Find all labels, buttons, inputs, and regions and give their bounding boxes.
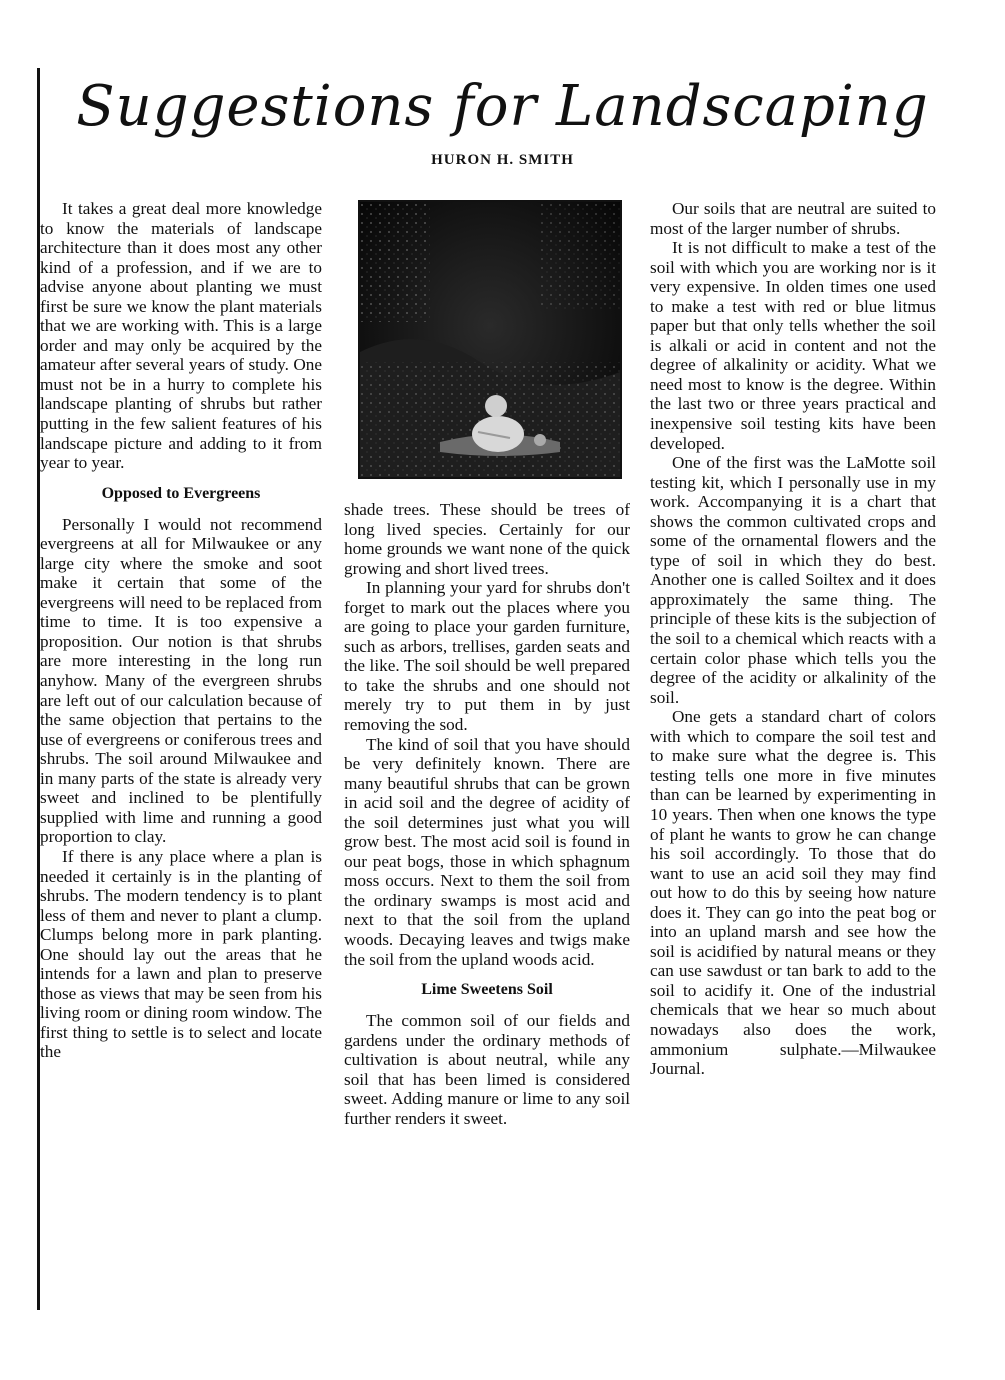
- paragraph: One of the first was the LaMotte soil testing kit, which I personally use in my work. Accompanying it is a chart that shows the common cultivated crops and some of the ornamental flowers and the type of soil in which they do best. Another one is called Soiltex and it does approximately the same thing. The principle of these kits is the subjection of the soil to a chemical which reacts with a certain color phase which tells you the degree of the acidity or alkalinity of the soil.: [650, 453, 936, 707]
- paragraph: Personally I would not recommend evergreens at all for Milwaukee or any large city where the smoke and soot make it certain that some of the evergreens will need to be replaced from time to time. It is too expensive a proposition. Our notion is that shrubs are more interesting in the long run anyhow. Many of the evergreen shrubs are left out of our calculation because of the same objection that pertains to the use of evergreens or coniferous trees and shrubs. The soil around Milwaukee and in many parts of the state is already very sweet and inclined to be plentifully supplied with lime and running a good proportion to clay.: [40, 514, 322, 847]
- column-left: [40, 199, 322, 1062]
- section-heading: Lime Sweetens Soil: [421, 981, 553, 999]
- column-middle: [344, 500, 630, 1128]
- article-title: Suggestions for Landscaping: [76, 74, 929, 139]
- garden-photo: [358, 200, 622, 479]
- paragraph: The kind of soil that you have should be very definitely known. There are many beautiful shrubs that can be grown in acid soil and the degree of acidity of the soil determines just what you will grow best. The most acid soil is found in our peat bogs, those in which sphagnum moss occurs. Next to them the soil from the ordinary swamps is most acid and next to that the soil from the upland woods. Decaying leaves and twigs make the soil from the upland woods acid.: [344, 734, 630, 969]
- paragraph: Our soils that are neutral are suited to most of the larger number of shrubs.: [650, 199, 936, 238]
- author-byline: HURON H. SMITH: [431, 152, 574, 168]
- paragraph: shade trees. These should be trees of long lived species. Certainly for our home grounds we want none of the quick growing and short lived trees.: [344, 500, 630, 578]
- paragraph: One gets a standard chart of colors with which to compare the soil test and to make sure what the degree is. This testing tells one more in five minutes than can be learned by experimenting in 10 years. Then when one knows the type of plant he wants to grow he can change his soil accordingly. To those that do want to use an acid soil they may find out how to do this by seeing how nature does it. They can go into the peat bog or into an upland marsh and see how the soil is acidified by natural means or they can use sawdust or tan bark to add to the soil to acidify it. One of the industrial chemicals that we hear so much about nowadays also does the work, ammonium sulphate.—Milwaukee Journal.: [650, 707, 936, 1079]
- paragraph: If there is any place where a plan is needed it certainly is in the planting of shrubs. The modern tendency is to plant less of them and never to plant a clump. Clumps belong more in park planting. One should lay out the areas that he intends for a lawn and plan to preserve those as views that may be seen from his living room or dining room window. The first thing to settle is to select and locate the: [40, 846, 322, 1062]
- paragraph: In planning your yard for shrubs don't forget to mark out the places where you are going to place your garden furniture, such as arbors, trellises, garden seats and the like. The soil should be well prepared to take the shrubs and one should not merely try to put them in by just removing the sod.: [344, 578, 630, 735]
- paragraph: It takes a great deal more knowledge to know the materials of landscape architecture than it does most any other kind of a profession, and if we are to advise anyone about planting we must first be sure we know the plant materials that we are working with. This is a large order and may only be acquired by the amateur after several years of study. One must not be in a hurry to complete his landscape planting of shrubs but rather putting in the few salient features of his landscape picture and adding to it from year to year.: [40, 199, 322, 473]
- paragraph: The common soil of our fields and gardens under the ordinary methods of cultivation is about neutral, while any soil that has been limed is considered sweet. Adding manure or lime to any soil further renders it sweet.: [344, 1011, 630, 1128]
- column-right: [650, 199, 936, 1079]
- section-heading: Opposed to Evergreens: [101, 484, 261, 502]
- paragraph: It is not difficult to make a test of the soil with which you are working nor is it very expensive. In olden times one used to make a test with red or blue litmus paper but that only tells whether the soil is alkali or acid in content and not the degree of alkalinity or acidity. What we need most to know is the degree. Within the last two or three years practical and inexpensive soil testing kits have been developed.: [650, 238, 936, 453]
